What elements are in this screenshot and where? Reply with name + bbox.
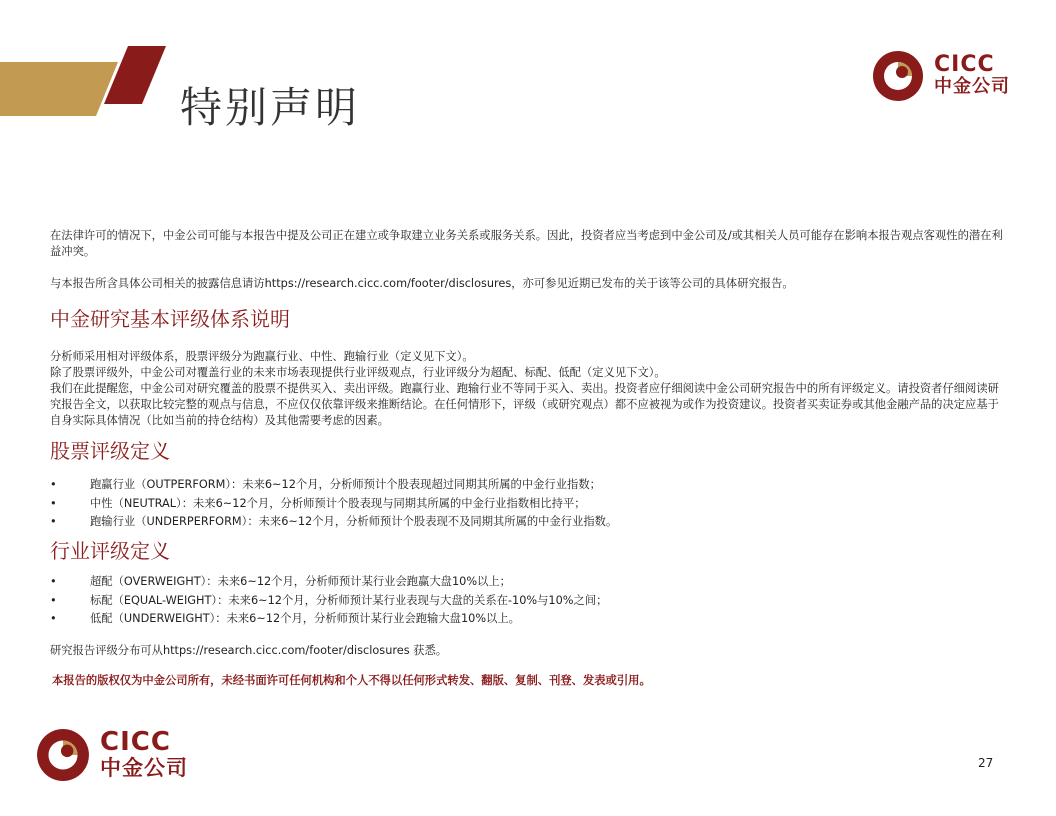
list-item (50, 495, 1010, 514)
list-item-text: 跑输行业（UNDERPERFORM）：未来6~12个月，分析师预计个股表现不及同期其所属的中金行业指数。 (90, 515, 618, 528)
page-number: 27 (978, 756, 994, 770)
bullet-icon: • (50, 612, 57, 625)
list-item-text: 中性（NEUTRAL）：未来6~12个月，分析师预计个股表现与同期其所属的中金行业指数相比持平； (90, 496, 586, 510)
bullet-icon: • (50, 575, 57, 588)
copyright-notice: 本报告的版权仅为中金公司所有，未经书面许可任何机构和个人不得以任何形式转发、翻版、复制、刊登、发表或引用。 (52, 674, 651, 687)
list-item-text: 低配（UNDERWEIGHT）：未来6~12个月，分析师预计某行业会跑输大盘10%以上。 (90, 612, 520, 625)
stock-rating-list (50, 476, 1010, 532)
page-title: 特别声明 (180, 83, 361, 133)
bullet-icon: • (50, 593, 57, 607)
header-banner (0, 0, 180, 130)
logo-cn: 中金公司 (934, 76, 1010, 97)
industry-rating-list (50, 573, 1010, 629)
list-item (50, 513, 1010, 532)
list-item (50, 476, 1010, 495)
list-item (50, 592, 1010, 611)
logo-cn: 中金公司 (100, 756, 188, 780)
stock-rating-heading: 股票评级定义 (50, 439, 170, 463)
bullet-icon: • (50, 496, 57, 510)
bullet-icon: • (50, 478, 57, 491)
rating-distribution-note: 研究报告评级分布可从https://research.cicc.com/footer/disclosures 获悉。 (50, 644, 448, 657)
rating-system-body (50, 349, 1010, 429)
banner-red-stripe (104, 46, 166, 104)
conflict-paragraph: 在法律许可的情况下，中金公司可能与本报告中提及公司正在建立或争取建立业务关系或服务关系。因此，投资者应当考虑到中金公司及/或其相关人员可能存在影响本报告观点客观性的潜在利益冲突。 (50, 229, 1003, 258)
industry-rating-heading: 行业评级定义 (50, 539, 170, 563)
rating-system-line: 我们在此提醒您，中金公司对研究覆盖的股票不提供买入、卖出评级。跑赢行业、跑输行业不等同于买入、卖出。投资者应仔细阅读中金公司研究报告中的所有评级定义。请投资者仔细阅读研究报告全文，以获取比较完整的观点与信息，不应仅仅依靠评级来推断结论。在任何情形下，评级（或研究观点）都不应被视为或作为投资建议。投资者买卖证券或其他金融产品的决定应基于自身实际具体情况（比如当前的持仓结构）及其他需要考虑的因素。 (50, 382, 999, 427)
logo-en: CICC (934, 52, 995, 77)
cicc-wordmark (934, 54, 1010, 98)
banner-gold-stripe (0, 62, 118, 116)
list-item-text: 标配（EQUAL-WEIGHT）：未来6~12个月，分析师预计某行业表现与大盘的关系在-10%与10%之间； (90, 593, 608, 607)
bullet-icon: • (50, 515, 57, 528)
logo-en: CICC (100, 727, 171, 757)
cicc-logo-top (872, 50, 1010, 102)
rating-system-line: 除了股票评级外，中金公司对覆盖行业的未来市场表现提供行业评级观点，行业评级分为超配、标配、低配（定义见下文）。 (50, 366, 666, 379)
cicc-wordmark (100, 729, 188, 781)
disclosure-paragraph: 与本报告所含具体公司相关的披露信息请访https://research.cicc.com/footer/disclosures，亦可参见近期已发布的关于该等公司的具体研究报告。 (50, 277, 794, 290)
cicc-emblem-icon (36, 728, 90, 782)
list-item (50, 610, 1010, 629)
list-item (50, 573, 1010, 592)
list-item-text: 超配（OVERWEIGHT）：未来6~12个月，分析师预计某行业会跑赢大盘10%以上； (90, 575, 511, 588)
rating-system-heading: 中金研究基本评级体系说明 (50, 307, 290, 331)
rating-system-line: 分析师采用相对评级体系，股票评级分为跑赢行业、中性、跑输行业（定义见下文）。 (50, 350, 474, 363)
cicc-logo-bottom (36, 728, 188, 782)
cicc-emblem-icon (872, 50, 924, 102)
list-item-text: 跑赢行业（OUTPERFORM）：未来6~12个月，分析师预计个股表现超过同期其所属的中金行业指数； (90, 478, 601, 491)
